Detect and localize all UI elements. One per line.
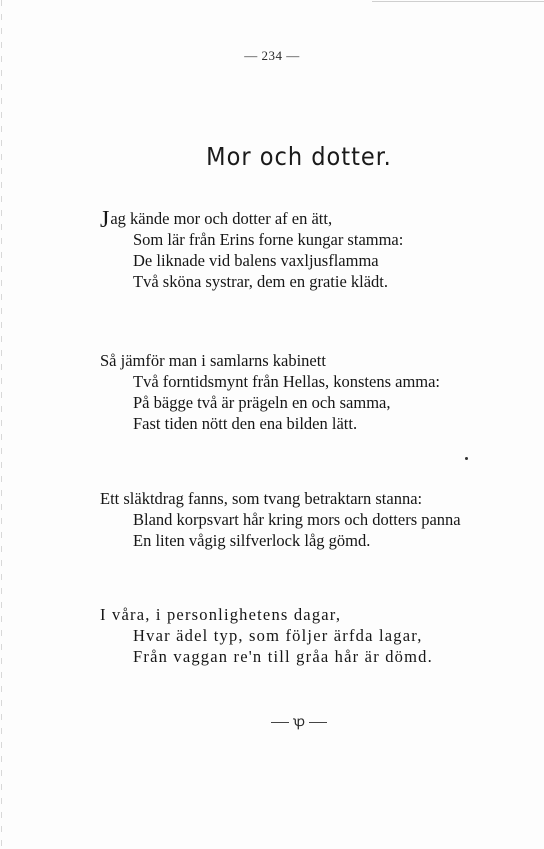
ink-speck: [465, 457, 468, 460]
ornament-glyph: ꝕ: [292, 715, 306, 730]
stanza-line: I våra, i personlighetens dagar,: [100, 605, 342, 624]
stanza-line: Två sköna systrar, dem en gratie klädt.: [133, 272, 389, 291]
tailpiece-ornament: [0, 712, 544, 731]
stanza-line: En liten vågig silfverlock låg gömd.: [133, 531, 371, 550]
ornament-rule-left: [271, 722, 289, 723]
stanza-4: [100, 604, 433, 667]
page-number: — 234 —: [244, 48, 300, 63]
stanza-line: De liknade vid balens vaxljusflamma: [133, 251, 379, 270]
stanza-2: [100, 350, 440, 434]
stanza-line: Ett släktdrag fanns, som tvang betraktarn stanna:: [100, 489, 423, 508]
stanza-line: På bägge två är prägeln en och samma,: [133, 393, 391, 412]
stanza-line: Som lär från Erins forne kungar stamma:: [133, 230, 404, 249]
stanza-line: [100, 207, 403, 233]
drop-cap: J: [100, 207, 110, 233]
poem-title: Mor och dotter.: [206, 142, 392, 171]
stanza-1: [100, 208, 403, 292]
stanza-3: [100, 488, 461, 551]
stanza-line: Så jämför man i samlarns kabinett: [100, 351, 326, 370]
stanza-line: Från vaggan re'n till gråa hår är dömd.: [133, 647, 433, 666]
stanza-line: Bland korpsvart hår kring mors och dotters panna: [133, 510, 461, 529]
stanza-line: Hvar ädel typ, som följer ärfda lagar,: [133, 626, 423, 645]
stanza-line: Fast tiden nött den ena bilden lätt.: [133, 414, 358, 433]
stanza-line: Två forntidsmynt från Hellas, konstens amma:: [133, 372, 441, 391]
stanza-line-text: ag kände mor och dotter af en ätt,: [110, 209, 333, 228]
ornament-rule-right: [309, 722, 327, 723]
page-edge-top: [372, 1, 544, 2]
